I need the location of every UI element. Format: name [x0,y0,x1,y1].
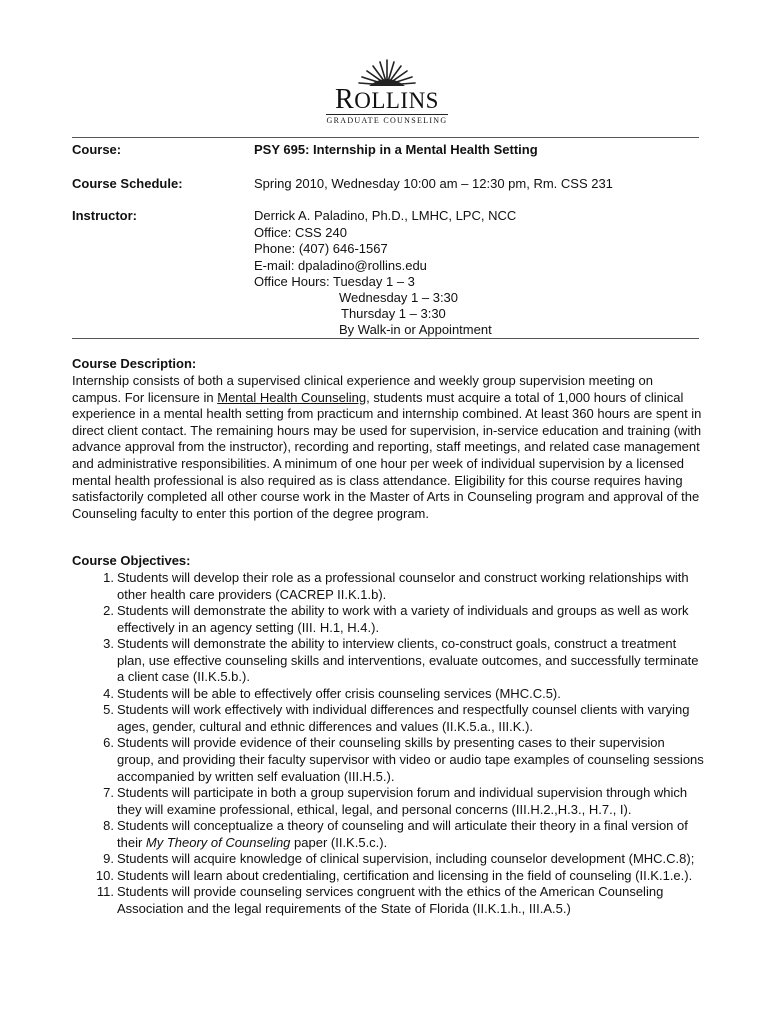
schedule-value: Spring 2010, Wednesday 10:00 am – 12:30 pm, Rm. CSS 231 [254,176,613,191]
instructor-phone: Phone: (407) 646-1567 [254,241,388,256]
sunburst-icon [357,58,417,88]
office-hours-thursday: Thursday 1 – 3:30 [341,306,446,321]
list-item: 2. Students will demonstrate the ability to work with a variety of individuals and groups as well as work effectively in an agency setting (III. H.1, H.4.). [103,603,689,635]
top-rule [72,137,699,138]
list-item: 1. Students will develop their role as a professional counselor and construct working relationships with other health care providers (CACREP II.K.1.b). [103,570,689,602]
course-value: PSY 695: Internship in a Mental Health Setting [254,142,538,157]
instructor-details [254,208,516,291]
instructor-office: Office: CSS 240 [254,224,347,240]
list-item: 9. Students will acquire knowledge of clinical supervision, including counselor development (MHC.C.8); [103,851,695,867]
schedule-label: Course Schedule: [72,176,183,191]
office-hours-wednesday: Wednesday 1 – 3:30 [339,290,459,305]
instructor-office-hours: Office Hours: Tuesday 1 – 3 [254,274,415,289]
rollins-logo [322,58,452,134]
logo-subtitle: GRADUATE COUNSELING [326,116,448,125]
mental-health-counseling-link[interactable]: Mental Health Counseling [217,389,367,405]
instructor-email: E-mail: dpaladino@rollins.edu [254,257,427,273]
header-bottom-rule [72,338,699,339]
list-item: 8. Students will conceptualize a theory of counseling and will articulate their theory in a final version of their My Theory of Counseling paper (II.K.5.c.). [103,818,688,850]
description-title: Course Description: [72,356,197,371]
instructor-label: Instructor: [72,208,137,223]
list-item: 6. Students will provide evidence of their counseling skills by presenting cases to their supervision group, and providing their faculty supervisor with video or audio tape examples of counseling sessions accompanied by written self evaluation (III.H.5.). [103,735,704,784]
office-hours-walkin: By Walk-in or Appointment [339,322,492,337]
instructor-name: Derrick A. Paladino, Ph.D., LMHC, LPC, NCC [254,208,517,223]
list-item: 3. Students will demonstrate the ability to interview clients, co-construct goals, construct a treatment plan, use effective counseling skills and interventions, evaluate outcomes, and successfully terminate a client case (II.K.5.b.). [103,636,699,685]
objectives-title: Course Objectives: [72,553,191,568]
course-label: Course: [72,142,122,157]
logo-wordmark: ROLLINS [335,84,439,115]
list-item: 4. Students will be able to effectively offer crisis counseling services (MHC.C.5). [103,685,561,701]
list-item: 7. Students will participate in both a group supervision forum and individual supervision through which they will examine professional, ethical, legal, and personal concerns (III.H.2.,H.3., H.7., I). [103,785,688,817]
list-item: 11. Students will provide counseling services congruent with the ethics of the American Counseling Association and the legal requirements of the State of Florida (II.K.1.h., III.A.5.) [96,884,664,916]
theory-paper-title: My Theory of Counseling [145,834,291,850]
description-text: Internship consists of both a supervised clinical experience and weekly group supervision meeting on campus. For licensure in Mental Health Counseling, students must acquire a total of 1,000 hours of clinical experience in a mental health setting from practicum and internship combined. At least 360 hours are spent in direct client contact. The remaining hours may be used for supervision, in-service education and training (with advance approval from the instructor), recording and reporting, staff meetings, and related case management and administrative responsibilities. A minimum of one hour per week of individual supervision by a licensed mental health professional is also required as is class attendance. Eligibility for this course requires having satisfactorily completed all other course work in the Master of Arts in Counseling program and approval of the Counseling faculty to enter this portion of the degree program. [72,373,702,521]
list-item: 10. Students will learn about credentialing, certification and licensing in the field of counseling (II.K.1.e.). [95,867,693,883]
list-item: 5. Students will work effectively with individual differences and respectfully counsel clients with varying ages, gender, cultural and ethnic differences and values (II.K.5.a., III.K.). [103,702,690,734]
objectives-list [72,570,704,917]
